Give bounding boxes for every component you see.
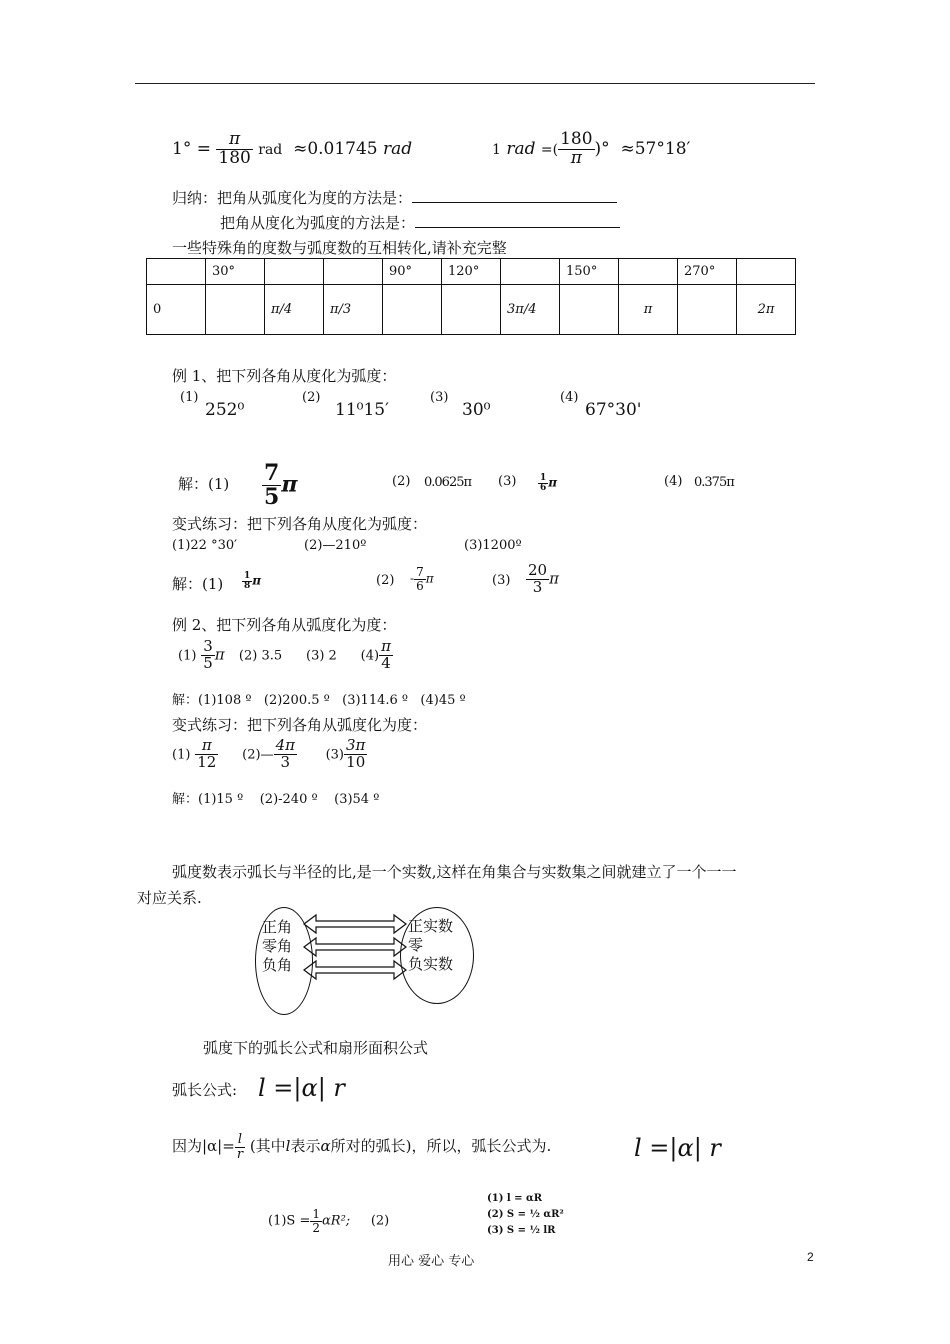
summary-label-2: 把角从度化为弧度的方法是： <box>220 214 416 232</box>
table-cell <box>147 259 206 285</box>
deg-lhs: 1° <box>172 138 192 159</box>
example-1-title: 例 1、把下列各角从度化为弧度： <box>172 367 397 385</box>
table-cell <box>265 259 324 285</box>
frac-num: π <box>216 131 252 150</box>
frac-num: π <box>195 738 218 755</box>
ex1-item-value: 11⁰15′ <box>335 400 389 420</box>
ex2-item-no: (4) <box>360 648 380 664</box>
var2-solution: 解：(1)15 º (2)-240 º (3)54 º <box>172 792 380 807</box>
table-cell: π/4 <box>265 285 324 335</box>
ex2-solution: 解：(1)108 º (2)200.5 º (3)114.6 º (4)45 º <box>172 693 466 708</box>
label-zero-angle: 零角 <box>262 937 293 955</box>
table-cell: 30° <box>206 259 265 285</box>
sector-area-formula <box>268 1208 389 1234</box>
footer-motto: 用心 爱心 专心 <box>388 1254 475 1269</box>
label-negative-angle: 负角 <box>262 956 293 974</box>
variation-2-title: 变式练习：把下列各角从弧度化为度： <box>172 716 428 734</box>
ex1-solution-no: (4) <box>664 474 683 489</box>
var-alpha: α <box>320 1137 331 1156</box>
table-cell: 90° <box>383 259 442 285</box>
frac-num: π <box>381 637 391 655</box>
rad-close: )° <box>594 138 610 159</box>
rad-approx: ≈57°18′ <box>620 138 691 159</box>
var2-items <box>172 738 367 771</box>
frac-num: 4π <box>275 736 295 754</box>
pi-symbol: π <box>548 475 558 490</box>
table-cell <box>501 259 560 285</box>
label-positive-real: 正实数 <box>408 917 454 935</box>
table-cell: 2π <box>737 285 796 335</box>
paragraph-line-2: 对应关系. <box>137 889 202 907</box>
because-text: (其中 <box>249 1137 286 1156</box>
ex1-item-value: 252⁰ <box>205 400 245 420</box>
example-2-title: 例 2、把下列各角从弧度化为度： <box>172 616 397 634</box>
table-cell <box>206 285 265 335</box>
var1-item: (3)1200º <box>464 538 522 553</box>
table-cell: π/3 <box>324 285 383 335</box>
var2-item-no: (2)— <box>242 747 274 763</box>
arc-length-formula: l =|α| r <box>258 1074 345 1102</box>
ex1-solution-label: 解：(1) <box>178 475 230 493</box>
fraction-180-pi <box>558 131 594 168</box>
double-arrow-icon <box>304 961 406 979</box>
var1-solution-no: (2) <box>376 573 395 588</box>
header-rule <box>135 83 815 84</box>
ex2-item: (3) 2 <box>306 648 337 664</box>
label-positive-angle: 正角 <box>262 918 293 936</box>
label-zero-real: 零 <box>408 936 424 954</box>
frac-den: 5 <box>203 653 213 672</box>
formula-list <box>487 1191 564 1239</box>
frac-den: 2 <box>312 1220 320 1235</box>
fraction-pi-180 <box>216 131 252 168</box>
deg-approx-unit: rad <box>383 138 413 159</box>
frac-den: r <box>236 1146 244 1162</box>
table-cell <box>324 259 383 285</box>
minus-sign: - <box>410 571 415 586</box>
fraction-3pi-10 <box>344 738 367 771</box>
ex2-items <box>178 639 393 672</box>
table-cell <box>442 285 501 335</box>
area-2-label: (2) <box>370 1213 390 1229</box>
ex1-item-value: 67°30' <box>585 400 642 420</box>
double-arrow-icon <box>304 938 406 956</box>
fraction-20-3 <box>526 563 549 596</box>
summary-line-1 <box>172 187 617 208</box>
because-prefix: 因为|α|= <box>172 1137 235 1156</box>
ex1-solution-no: (3) <box>498 474 517 489</box>
ex1-item-no: (1) <box>180 390 199 405</box>
frac-den: 4 <box>381 653 391 672</box>
fraction-3-5 <box>201 639 215 672</box>
table-cell <box>383 285 442 335</box>
frac-den: 12 <box>197 752 217 771</box>
ex1-item-no: (3) <box>430 390 449 405</box>
var2-item-no: (3) <box>325 747 344 763</box>
fraction-1-8 <box>242 572 252 592</box>
table-cell: 120° <box>442 259 501 285</box>
table-cell: 0 <box>147 285 206 335</box>
table-row-radians <box>147 285 796 335</box>
real-set-labels <box>408 917 453 974</box>
summary-label-1: 归纳：把角从弧度化为度的方法是： <box>172 189 413 207</box>
frac-num: 1 <box>312 1207 320 1221</box>
frac-den: 3 <box>532 577 543 596</box>
table-cell <box>678 285 737 335</box>
fraction-pi-12 <box>195 738 218 771</box>
ex1-solution-2: 0.0625π <box>424 475 472 490</box>
answer-blank-2 <box>415 213 620 228</box>
fraction-4pi-3 <box>274 738 297 771</box>
var-l: l <box>285 1137 291 1156</box>
table-cell: 150° <box>560 259 619 285</box>
paragraph-line-1: 弧度数表示弧长与半径的比,是一个实数,这样在角集合与实数集之间就建立了一个一一 <box>172 863 737 881</box>
ex2-item-no: (1) <box>178 648 197 664</box>
table-cell <box>619 259 678 285</box>
ex1-item-no: (2) <box>302 390 321 405</box>
table-cell: π <box>619 285 678 335</box>
arc-length-label: 弧长公式: <box>172 1081 238 1099</box>
pi-symbol: π <box>281 471 298 498</box>
frac-den: 3 <box>280 752 291 771</box>
pi-symbol: π <box>252 573 262 588</box>
pi-symbol: π <box>549 569 559 588</box>
label-negative-real: 负实数 <box>408 955 454 973</box>
var1-item: (2)—210º <box>304 538 367 553</box>
deg-approx: ≈0.01745 <box>293 138 378 159</box>
frac-den: 5 <box>264 484 280 511</box>
area-prefix: (1)S = <box>268 1213 311 1229</box>
fraction-l-r <box>235 1133 245 1161</box>
table-cell <box>560 285 619 335</box>
var2-item-no: (1) <box>172 747 191 763</box>
frac-num: 180 <box>560 129 593 149</box>
ex2-item: (2) 3.5 <box>238 648 283 664</box>
frac-num: 1 <box>540 473 547 483</box>
degree-to-radian-formula <box>172 131 412 168</box>
formula-item: (2) S = ½ αR² <box>487 1209 564 1220</box>
frac-num: 7 <box>264 460 280 486</box>
frac-den: 6 <box>416 578 424 593</box>
unit-rad: rad <box>258 141 283 158</box>
radian-to-degree-formula <box>492 131 690 168</box>
fraction-7-5 <box>262 462 281 509</box>
frac-num: l <box>235 1133 245 1148</box>
table-row-degrees <box>147 259 796 285</box>
frac-num: 20 <box>528 561 548 579</box>
pi-symbol: π <box>425 571 434 586</box>
formula-item: (3) S = ½ lR <box>487 1225 556 1236</box>
var1-item: (1)22 °30′ <box>172 538 238 553</box>
rad-eq: =( <box>540 141 559 158</box>
ex1-solution-no: (2) <box>392 474 411 489</box>
frac-num: 3π <box>346 736 366 754</box>
fraction-1-6 <box>538 474 548 494</box>
ex1-solution-1 <box>262 462 297 509</box>
fraction-7-6 <box>414 566 426 592</box>
table-cell: 3π/4 <box>501 285 560 335</box>
area-rest: αR²; <box>322 1213 351 1229</box>
because-text: 所对的弧长)，所以，弧长公式为. <box>330 1137 552 1156</box>
deg-eq: = <box>196 138 211 159</box>
fraction-1-2 <box>310 1208 322 1234</box>
frac-den: 8 <box>244 581 251 592</box>
formula-item: (1) l = αR <box>487 1193 543 1204</box>
fraction-pi-4 <box>379 639 393 672</box>
rad-word: rad <box>506 138 536 159</box>
arc-length-formula-2: l =|α| r <box>634 1134 721 1162</box>
answer-blank-1 <box>412 188 617 203</box>
frac-den: π <box>570 147 582 168</box>
var1-solution-label: 解：(1) <box>172 575 224 593</box>
summary-line-2 <box>220 212 620 233</box>
formulas-heading: 弧度下的弧长公式和扇形面积公式 <box>203 1039 429 1057</box>
ex1-item-value: 30⁰ <box>462 400 491 420</box>
frac-num: 7 <box>416 565 424 579</box>
table-cell <box>737 259 796 285</box>
rad-lhs: 1 <box>492 141 501 158</box>
table-intro: 一些特殊角的度数与弧度数的互相转化,请补充完整 <box>172 239 507 257</box>
var1-solution-2 <box>410 566 434 592</box>
var1-solution-3 <box>526 563 559 596</box>
frac-den: 10 <box>346 752 366 771</box>
ex1-solution-3 <box>538 474 557 494</box>
angle-set-labels <box>262 918 292 975</box>
var1-solution-no: (3) <box>492 573 511 588</box>
pi-symbol: π <box>214 645 225 664</box>
because-line <box>172 1133 551 1161</box>
ex1-item-no: (4) <box>560 390 579 405</box>
variation-1-title: 变式练习：把下列各角从度化为弧度： <box>172 515 428 533</box>
frac-den: 180 <box>218 147 251 168</box>
page-number: 2 <box>807 1250 814 1264</box>
double-arrow-icon <box>304 915 406 933</box>
double-arrows <box>300 912 412 982</box>
var1-solution-1 <box>242 572 261 592</box>
frac-den: 6 <box>540 483 547 494</box>
frac-num: 1 <box>244 571 251 581</box>
ex1-solution-4: 0.375π <box>694 475 734 490</box>
angle-conversion-table <box>146 258 796 335</box>
because-text: 表示 <box>290 1137 321 1156</box>
frac-num: 3 <box>203 637 213 655</box>
table-cell: 270° <box>678 259 737 285</box>
